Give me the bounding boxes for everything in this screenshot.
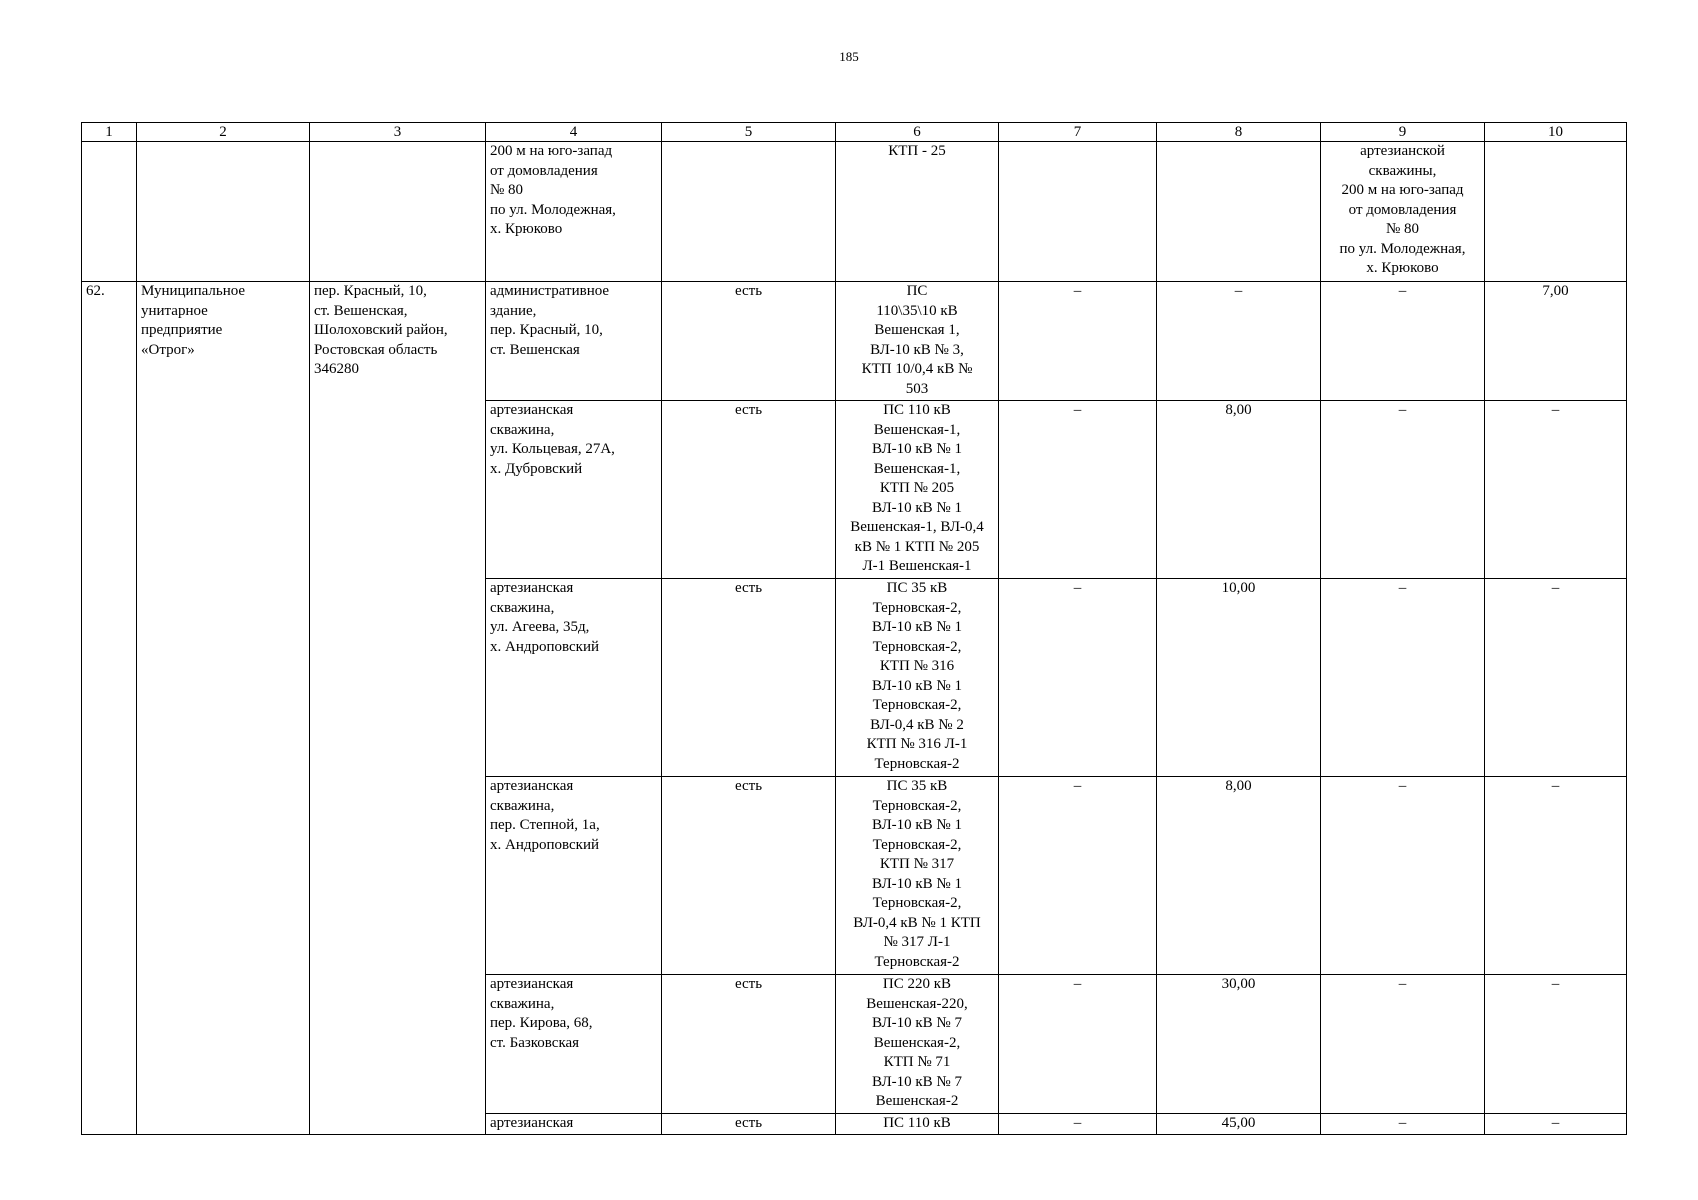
power-source-cell: ПС 110 кВ bbox=[836, 1114, 999, 1135]
table-cell: – bbox=[1485, 975, 1627, 1114]
table-cell: 8,00 bbox=[1157, 401, 1321, 579]
table-cell: – bbox=[999, 777, 1157, 975]
table-cell: – bbox=[1321, 975, 1485, 1114]
table-cell: 10,00 bbox=[1157, 579, 1321, 777]
table-cell bbox=[310, 142, 486, 282]
table-cell: – bbox=[999, 401, 1157, 579]
power-source-cell: ПС 35 кВ Терновская-2, ВЛ-10 кВ № 1 Терновская-2, КТП № 317 ВЛ-10 кВ № 1 Терновская-2, ВЛ-0,4 кВ № 1 КТП № 317 Л-1 Терновская-2 bbox=[836, 777, 999, 975]
table-cell: – bbox=[1485, 1114, 1627, 1135]
table-cell: 7,00 bbox=[1485, 282, 1627, 401]
object-name-cell: артезианская скважина, пер. Кирова, 68, ст. Базковская bbox=[486, 975, 662, 1114]
table-cell: – bbox=[999, 1114, 1157, 1135]
table-cell: – bbox=[1485, 579, 1627, 777]
continuation-row bbox=[82, 142, 1627, 282]
table-cell: – bbox=[1321, 401, 1485, 579]
table-cell bbox=[137, 142, 310, 282]
column-number: 1 bbox=[82, 123, 137, 142]
table-cell: – bbox=[1321, 579, 1485, 777]
table-cell: – bbox=[999, 579, 1157, 777]
availability-cell: есть bbox=[662, 282, 836, 401]
object-name-cell: артезианская bbox=[486, 1114, 662, 1135]
availability-cell: есть bbox=[662, 401, 836, 579]
availability-cell: есть bbox=[662, 777, 836, 975]
power-source-cell: ПС 110\35\10 кВ Вешенская 1, ВЛ-10 кВ № 3, КТП 10/0,4 кВ № 503 bbox=[836, 282, 999, 401]
table-cell: – bbox=[1321, 1114, 1485, 1135]
power-source-cell: ПС 35 кВ Терновская-2, ВЛ-10 кВ № 1 Терновская-2, КТП № 316 ВЛ-10 кВ № 1 Терновская-2, ВЛ-0,4 кВ № 2 КТП № 316 Л-1 Терновская-2 bbox=[836, 579, 999, 777]
availability-cell: есть bbox=[662, 579, 836, 777]
table-cell: – bbox=[1321, 777, 1485, 975]
table-cell bbox=[1485, 142, 1627, 282]
table-cell: – bbox=[999, 282, 1157, 401]
table-row bbox=[82, 282, 1627, 401]
column-number-row bbox=[82, 123, 1627, 142]
column-number: 3 bbox=[310, 123, 486, 142]
availability-cell: есть bbox=[662, 1114, 836, 1135]
data-table bbox=[81, 122, 1627, 1135]
table-cell: 30,00 bbox=[1157, 975, 1321, 1114]
availability-cell: есть bbox=[662, 975, 836, 1114]
table-cell: 8,00 bbox=[1157, 777, 1321, 975]
power-source-cell: ПС 110 кВ Вешенская-1, ВЛ-10 кВ № 1 Вешенская-1, КТП № 205 ВЛ-10 кВ № 1 Вешенская-1, ВЛ-0,4 кВ № 1 КТП № 205 Л-1 Вешенская-1 bbox=[836, 401, 999, 579]
column-number: 2 bbox=[137, 123, 310, 142]
table-cell: – bbox=[1485, 777, 1627, 975]
table-cell: – bbox=[1485, 401, 1627, 579]
table-cell bbox=[82, 142, 137, 282]
object-name-cell: артезианская скважина, пер. Степной, 1а, х. Андроповский bbox=[486, 777, 662, 975]
power-source-cell: ПС 220 кВ Вешенская-220, ВЛ-10 кВ № 7 Вешенская-2, КТП № 71 ВЛ-10 кВ № 7 Вешенская-2 bbox=[836, 975, 999, 1114]
column-number: 4 bbox=[486, 123, 662, 142]
table-cell: – bbox=[1321, 282, 1485, 401]
table-cell: 45,00 bbox=[1157, 1114, 1321, 1135]
power-source-cell: КТП - 25 bbox=[836, 142, 999, 282]
table-cell: артезианской скважины, 200 м на юго-запад от домовладения № 80 по ул. Молодежная, х. Крюково bbox=[1321, 142, 1485, 282]
table-cell: – bbox=[1157, 282, 1321, 401]
table-cell bbox=[999, 142, 1157, 282]
address-cell: пер. Красный, 10, ст. Вешенская, Шолоховский район, Ростовская область 346280 bbox=[310, 282, 486, 1135]
column-number: 6 bbox=[836, 123, 999, 142]
column-number: 7 bbox=[999, 123, 1157, 142]
column-number: 10 bbox=[1485, 123, 1627, 142]
object-name-cell: артезианская скважина, ул. Кольцевая, 27А, х. Дубровский bbox=[486, 401, 662, 579]
entry-number-cell: 62. bbox=[82, 282, 137, 1135]
organization-cell: Муниципальное унитарное предприятие «Отрог» bbox=[137, 282, 310, 1135]
column-number: 8 bbox=[1157, 123, 1321, 142]
table-cell: – bbox=[999, 975, 1157, 1114]
column-number: 9 bbox=[1321, 123, 1485, 142]
object-name-cell: артезианская скважина, ул. Агеева, 35д, х. Андроповский bbox=[486, 579, 662, 777]
object-location-cell: 200 м на юго-запад от домовладения № 80 по ул. Молодежная, х. Крюково bbox=[486, 142, 662, 282]
table-cell bbox=[1157, 142, 1321, 282]
availability-cell bbox=[662, 142, 836, 282]
column-number: 5 bbox=[662, 123, 836, 142]
page-number: 185 bbox=[839, 49, 859, 64]
object-name-cell: административное здание, пер. Красный, 10, ст. Вешенская bbox=[486, 282, 662, 401]
